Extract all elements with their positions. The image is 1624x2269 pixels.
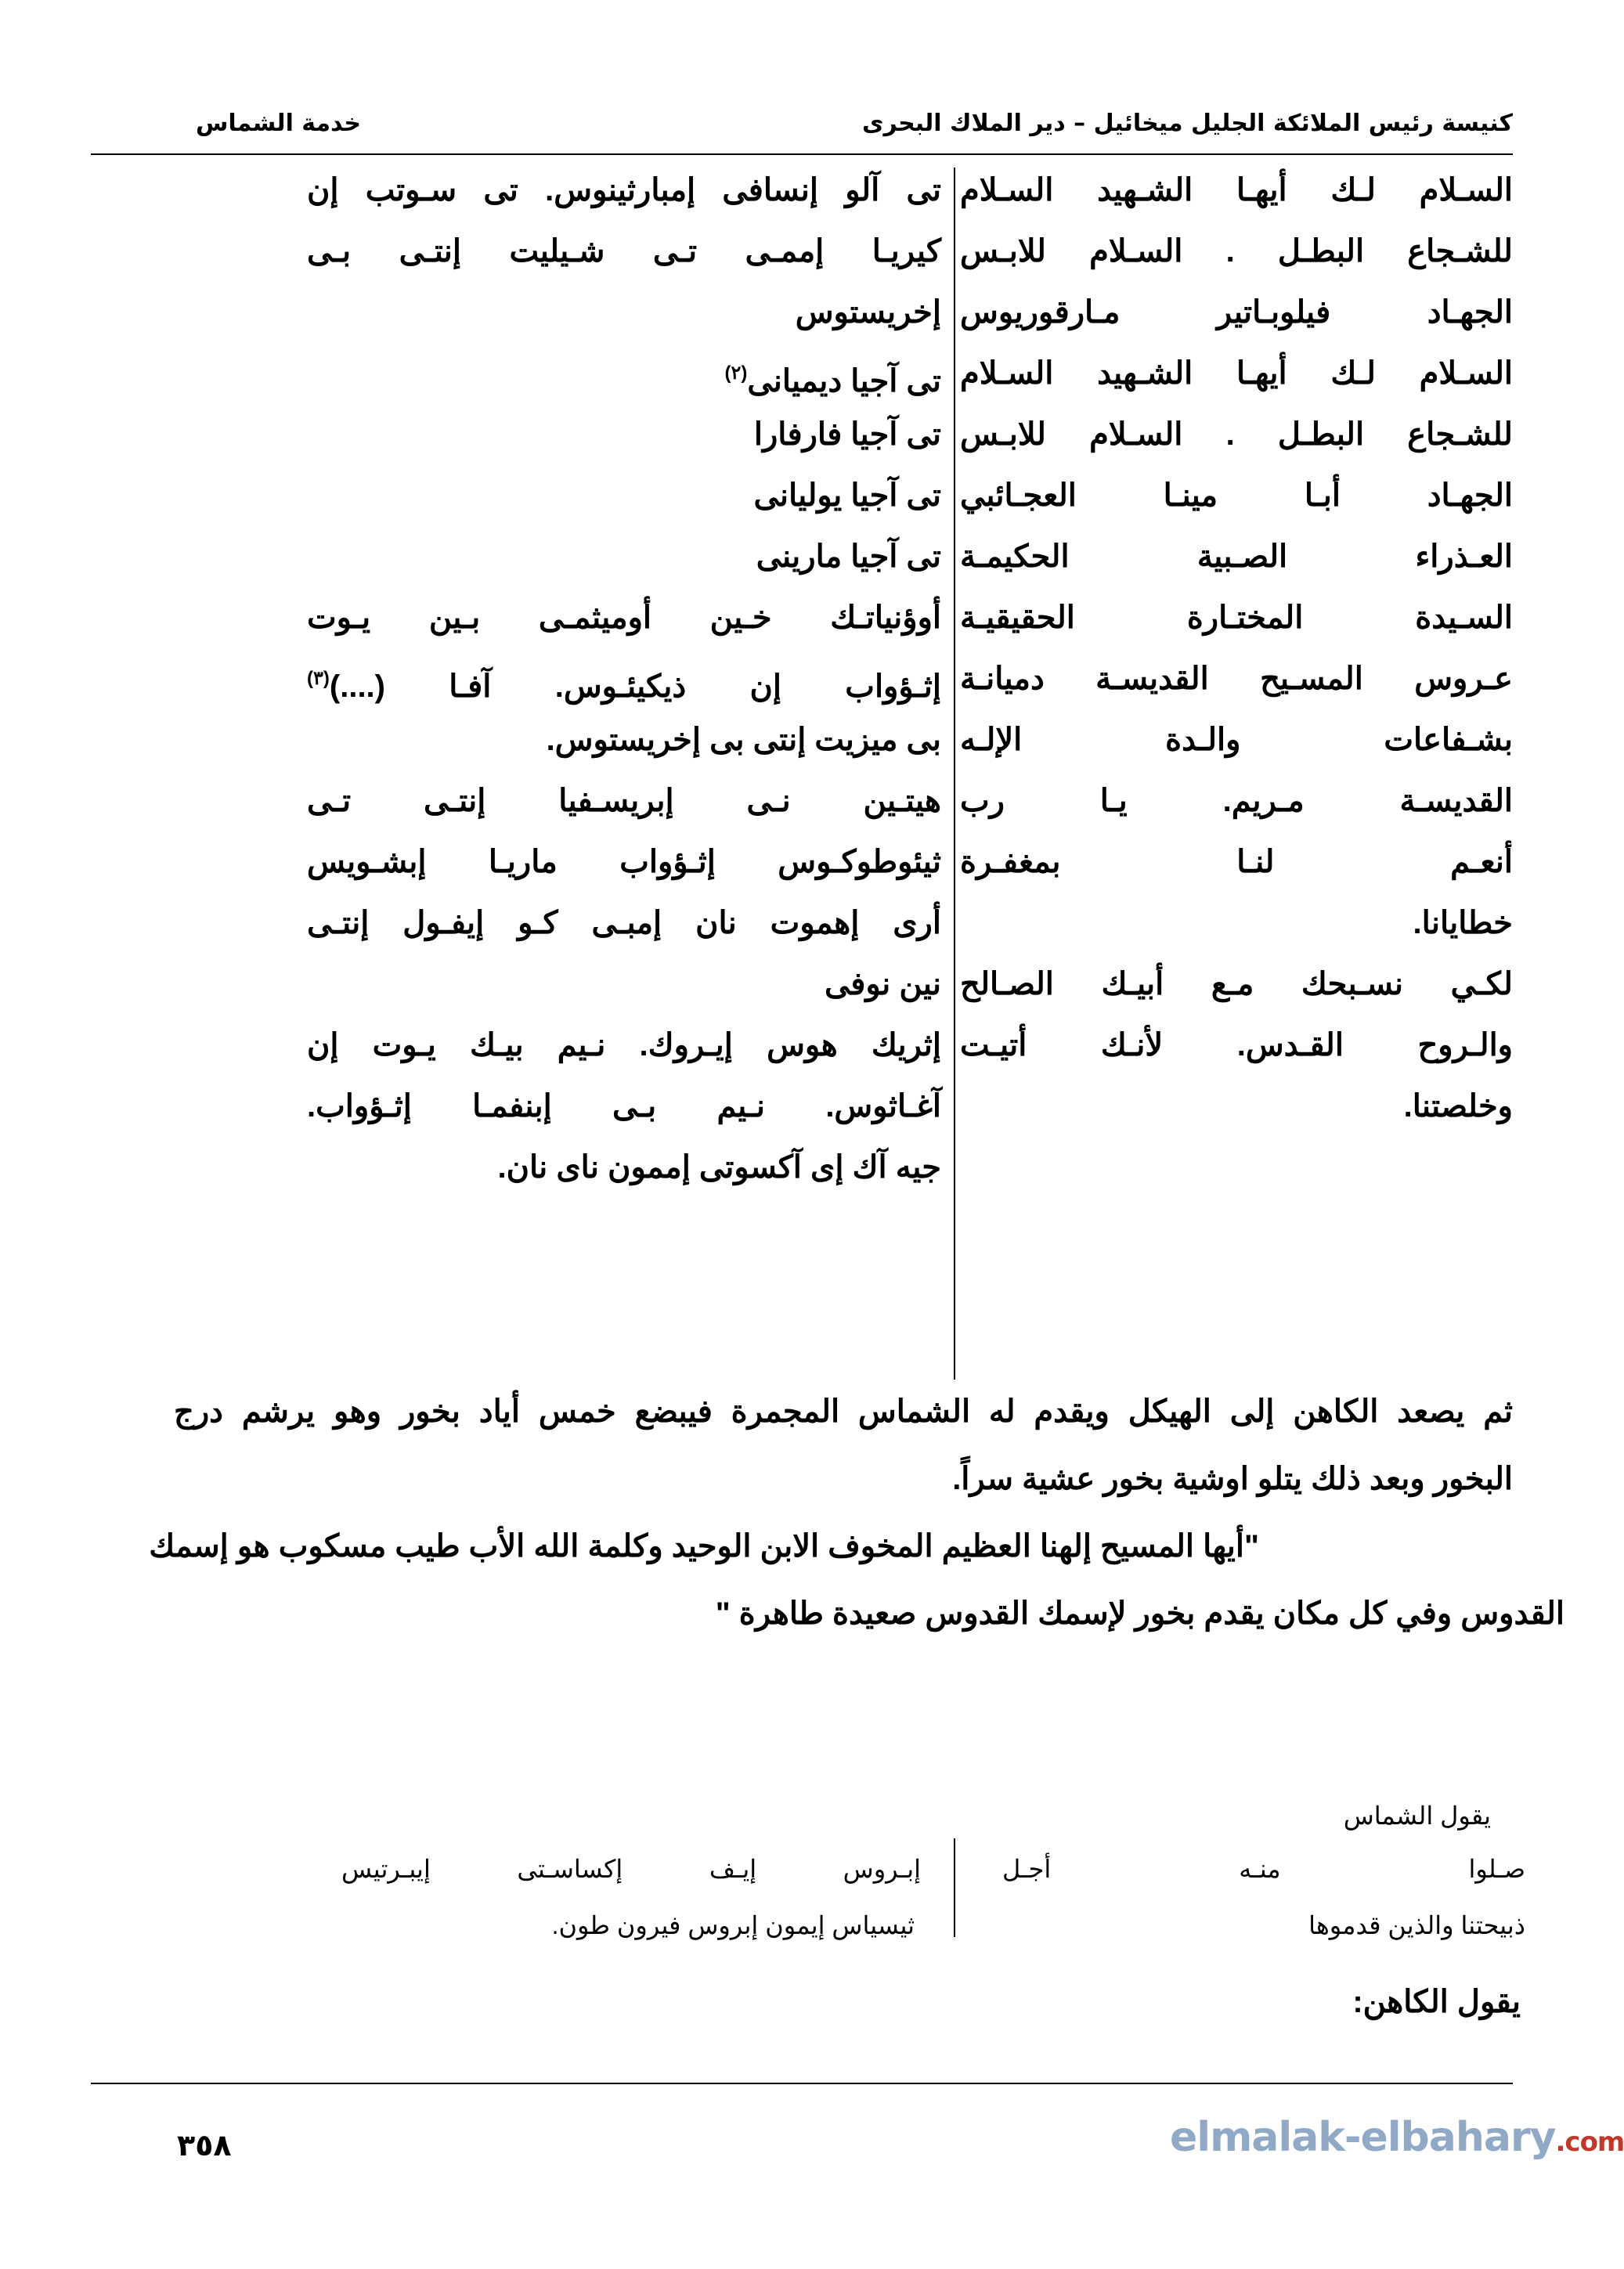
coptic-line: هيتـين نـى إبريسـفيا إنتـى تـى (307, 784, 941, 818)
response-divider (954, 1838, 955, 1937)
footnote-marker: (٣) (307, 668, 330, 689)
coptic-line: جيه آك إى آكسوتى إممون ناى نان. (497, 1150, 941, 1185)
arabic-line: أنعـم لنـا بمغفـرة (960, 845, 1513, 879)
arabic-line: وخلصتنا. (1403, 1089, 1513, 1124)
arabic-line: الجهـاد فيلوبـاتير مـارقوريوس (960, 295, 1513, 330)
coptic-line-text: إثـؤواب إن ذيكيئـوس. آفـا (....) (329, 669, 941, 704)
coptic-line: تى آجيا فارفارا (753, 417, 941, 452)
coptic-line: تى آلو إنسافى إمبارثينوس. تى سـوتب إن (307, 173, 941, 207)
arabic-line: للشـجاع البطـل . السـلام للابـس (960, 417, 1513, 452)
coptic-line: إخريستوس (795, 295, 941, 330)
deacon-coptic-line: ثيسياس إيمون إبروس فيرون طون. (551, 1911, 915, 1939)
coptic-line: إثريك هوس إيـروك. نـيم بيـك يـوت إن (307, 1028, 941, 1062)
arabic-line: القديسـة مـريم. يـا رب (960, 784, 1513, 818)
deacon-coptic-line: إبـروس إيـف إكساسـتى إيبـرتيس (341, 1855, 921, 1883)
column-divider (954, 168, 955, 1380)
arabic-line: عـروس المسـيح القديسـة دميانـة (960, 662, 1513, 696)
arabic-line: السـلام لـك أيهـا الشـهيد السـلام (960, 173, 1513, 207)
logo-name: elmalak-elbahary (1170, 2114, 1556, 2161)
coptic-line: تى آجيا يوليانى (753, 478, 941, 513)
section-header: خدمة الشماس (196, 110, 362, 137)
church-header: كنيسة رئيس الملائكة الجليل ميخائيل – دير الملاك البحرى (861, 110, 1513, 137)
deacon-arabic-line: صـلوا منـه أجـل (1002, 1855, 1525, 1883)
arabic-line: للشـجاع البطـل . السـلام للابـس (960, 234, 1513, 269)
footnote-marker: (٢) (724, 363, 748, 384)
footer-rule (91, 2083, 1513, 2084)
coptic-line (307, 648, 941, 709)
arabic-line: لكـي نسـبحك مـع أبيـك الصـالح (960, 967, 1513, 1001)
deacon-arabic-line: ذبيحتنا والذين قدموها (1308, 1911, 1525, 1939)
coptic-line (307, 343, 941, 404)
header-rule (91, 153, 1513, 155)
coptic-line: تى آجيا مارينى (756, 539, 941, 574)
coptic-line-text: تى آجيا ديميانى (747, 364, 941, 399)
coptic-line: أوؤنياتـك خـين أوميثمـى بـين يـوت (307, 601, 941, 635)
arabic-line: والـروح القـدس. لأنـك أتيـت (960, 1028, 1513, 1062)
priest-heading: يقول الكاهن: (1352, 1985, 1521, 2019)
rubric-line: البخور وبعد ذلك يتلو اوشية بخور عشية سراً. (952, 1462, 1513, 1496)
deacon-heading: يقول الشماس (1343, 1802, 1491, 1830)
logo-tld: .com (1555, 2127, 1624, 2158)
coptic-line: بى ميزيت إنتى بى إخريستوس. (546, 723, 941, 757)
coptic-line: نين نوفى (824, 967, 941, 1001)
coptic-line: كيريـا إممـى تـى شـيليت إنتـى بـى (307, 234, 941, 269)
arabic-line: بشـفاعات والـدة الإلـه (960, 723, 1513, 757)
page-number: ٣٥٨ (177, 2128, 232, 2163)
arabic-line: السـلام لـك أيهـا الشـهيد السـلام (960, 356, 1513, 391)
coptic-line: ثيئوطوكـوس إثـؤواب ماريـا إبشـويس (307, 845, 941, 879)
rubric-line: ثم يصعد الكاهن إلى الهيكل ويقدم له الشماس المجمرة فيبضع خمس أياد بخور وهو يرشم درج (174, 1394, 1513, 1429)
prayer-quote-line: "أيها المسيح إلهنا العظيم المخوف الابن الوحيد وكلمة الله الأب طيب مسكوب هو إسمك (149, 1529, 1259, 1564)
hymn-arabic-column (960, 160, 1513, 1137)
arabic-line: العـذراء الصـبية الحكيمـة (960, 539, 1513, 574)
site-logo (1170, 2114, 1624, 2161)
coptic-line: أرى إهموت نان إمبـى كـو إيفـول إنتـى (307, 906, 941, 940)
arabic-line: الجهـاد أبـا مينـا العجـائبي (960, 478, 1513, 513)
coptic-line: آغـاثوس. نـيم بـى إبنفمـا إثـؤواب. (307, 1089, 941, 1124)
prayer-quote-line: القدوس وفي كل مكان يقدم بخور لإسمك القدوس صعيدة طاهرة " (715, 1596, 1564, 1631)
arabic-line: خطايانا. (1413, 906, 1513, 940)
hymn-coptic-column (307, 160, 941, 1198)
arabic-line: السـيدة المختـارة الحقيقيـة (960, 601, 1513, 635)
